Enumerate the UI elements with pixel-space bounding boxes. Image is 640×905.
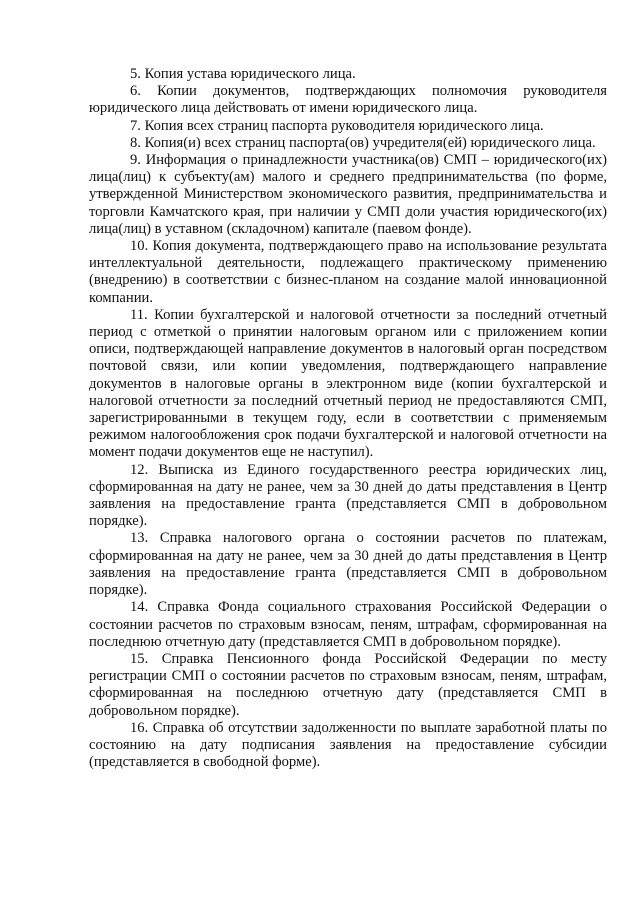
list-item-8: 8. Копия(и) всех страниц паспорта(ов) учредителя(ей) юридического лица.	[130, 134, 596, 151]
list-item-5: 5. Копия устава юридического лица.	[130, 66, 356, 82]
list-item-11: 11. Копии бухгалтерской и налоговой отчетности за последний отчетный период с отметкой о принятии налоговым органом или с приложением копии описи, подтверждающей направление документов в налоговый орган посредством почтовой связи, или копии уведомления, подтверждающего направление документов в налоговые органы в электронном виде (копии бухгалтерской и налоговой отчетности за последний отчетный период не предоставляются СМП, зарегистрированными в текущем году, если в соответствии с применяемым режимом налогообложения срок подачи бухгалтерской и налоговой отчетности на момент подачи документов еще не наступил).	[89, 306, 607, 461]
list-item-13: 13. Справка налогового органа о состоянии расчетов по платежам, сформированная на дату не ранее, чем за 30 дней до даты представления в Центр заявления на предоставление гранта (представляется СМП в добровольном порядке).	[89, 530, 607, 599]
list-item-16: 16. Справка об отсутствии задолженности по выплате заработной платы по состоянию на дату подписания заявления на предоставление субсидии (представляется в свободной форме).	[89, 719, 607, 771]
list-item-12: 12. Выписка из Единого государственного реестра юридических лиц, сформированная на дату не ранее, чем за 30 дней до даты представления в Центр заявления на предоставление гранта (представляется СМП в добровольном порядке).	[89, 461, 607, 530]
document-body	[89, 66, 607, 771]
list-item-9: 9. Информация о принадлежности участника(ов) СМП – юридического(их) лица(лиц) к субъекту(ам) малого и среднего предпринимательства (по форме, утвержденной Министерством экономического развития, предпринимательства и торговли Камчатского края, при наличии у СМП доли участия юридического(их) лица(лиц) в уставном (складочном) капитале (паевом фонде).	[89, 152, 607, 237]
list-item-15: 15. Справка Пенсионного фонда Российской Федерации по месту регистрации СМП о состоянии расчетов по страховым взносам, пеням, штрафам, сформированная на последнюю отчетную дату (представляется СМП в добровольном порядке).	[89, 650, 607, 719]
list-item-7: 7. Копия всех страниц паспорта руководителя юридического лица.	[130, 117, 544, 134]
list-item-14: 14. Справка Фонда социального страхования Российской Федерации о состоянии расчетов по страховым взносам, пеням, штрафам, сформированная на последнюю отчетную дату (представляется СМП в добровольном порядке).	[89, 599, 607, 650]
list-item-10: 10. Копия документа, подтверждающего право на использование результата интеллектуальной деятельности, подлежащего практическому применению (внедрению) в соответствии с бизнес-планом на создание малой инновационной компании.	[89, 238, 607, 306]
list-item-6: 6. Копии документов, подтверждающих полномочия руководителя юридического лица действовать от имени юридического лица.	[89, 83, 607, 117]
